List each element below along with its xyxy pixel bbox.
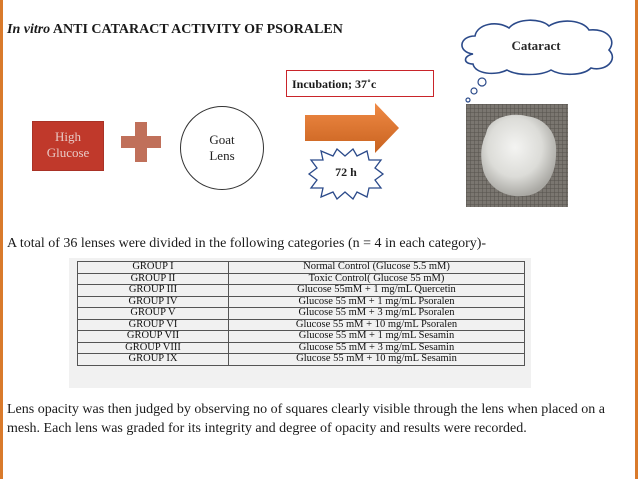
goat-lens-line2: Lens [209,148,235,163]
condition-cell: Toxic Control( Glucose 55 mM) [229,273,525,285]
condition-cell: Glucose 55 mM + 10 mg/mL Psoralen [229,319,525,331]
condition-cell: Glucose 55 mM + 10 mg/mL Sesamin [229,354,525,366]
group-cell: GROUP II [78,273,229,285]
groups-table [77,261,525,366]
table-row [78,308,525,320]
group-cell: GROUP V [78,308,229,320]
left-accent-bar [0,0,3,479]
group-cell: GROUP IV [78,296,229,308]
table-row [78,342,525,354]
high-glucose-box [32,121,104,171]
goat-lens-line1: Goat [209,132,235,147]
group-cell: GROUP III [78,285,229,297]
table-row [78,273,525,285]
slide-title [7,22,343,38]
thought-bubbles-icon [458,76,488,106]
plus-icon [121,122,161,162]
right-arrow-icon [305,103,399,153]
condition-cell: Glucose 55 mM + 1 mg/mL Sesamin [229,331,525,343]
cataract-lens-photo [466,104,568,207]
table-row [78,331,525,343]
condition-cell: Normal Control (Glucose 5.5 mM) [229,262,525,274]
intro-text: A total of 36 lenses were divided in the following categories (n = 4 in each category)- [7,236,487,251]
table-row [78,296,525,308]
cataract-label: Cataract [511,38,561,53]
conclusion-text: Lens opacity was then judged by observing no of squares clearly visible through the lens when placed on a mesh. Each lens was graded for its integrity and degree of opacity and results were recorded. [7,402,605,436]
table-row [78,262,525,274]
incubation-box: Incubation; 37˚c [286,70,434,97]
groups-table-panel [69,258,531,388]
duration-label: 72 h [335,165,357,179]
condition-cell: Glucose 55 mM + 1 mg/mL Psoralen [229,296,525,308]
title-italic: In vitro [7,22,51,37]
condition-cell: Glucose 55mM + 1 mg/mL Quercetin [229,285,525,297]
condition-cell: Glucose 55 mM + 3 mg/mL Sesamin [229,342,525,354]
group-cell: GROUP VI [78,319,229,331]
group-cell: GROUP I [78,262,229,274]
group-cell: GROUP VII [78,331,229,343]
title-rest: ANTI CATARACT ACTIVITY OF PSORALEN [50,22,343,37]
high-glucose-line1: High [55,129,81,144]
table-row [78,354,525,366]
group-cell: GROUP IX [78,354,229,366]
high-glucose-line2: Glucose [46,145,90,160]
table-row [78,319,525,331]
goat-lens-circle [180,106,264,190]
condition-cell: Glucose 55 mM + 3 mg/mL Psoralen [229,308,525,320]
table-row [78,285,525,297]
group-cell: GROUP VIII [78,342,229,354]
